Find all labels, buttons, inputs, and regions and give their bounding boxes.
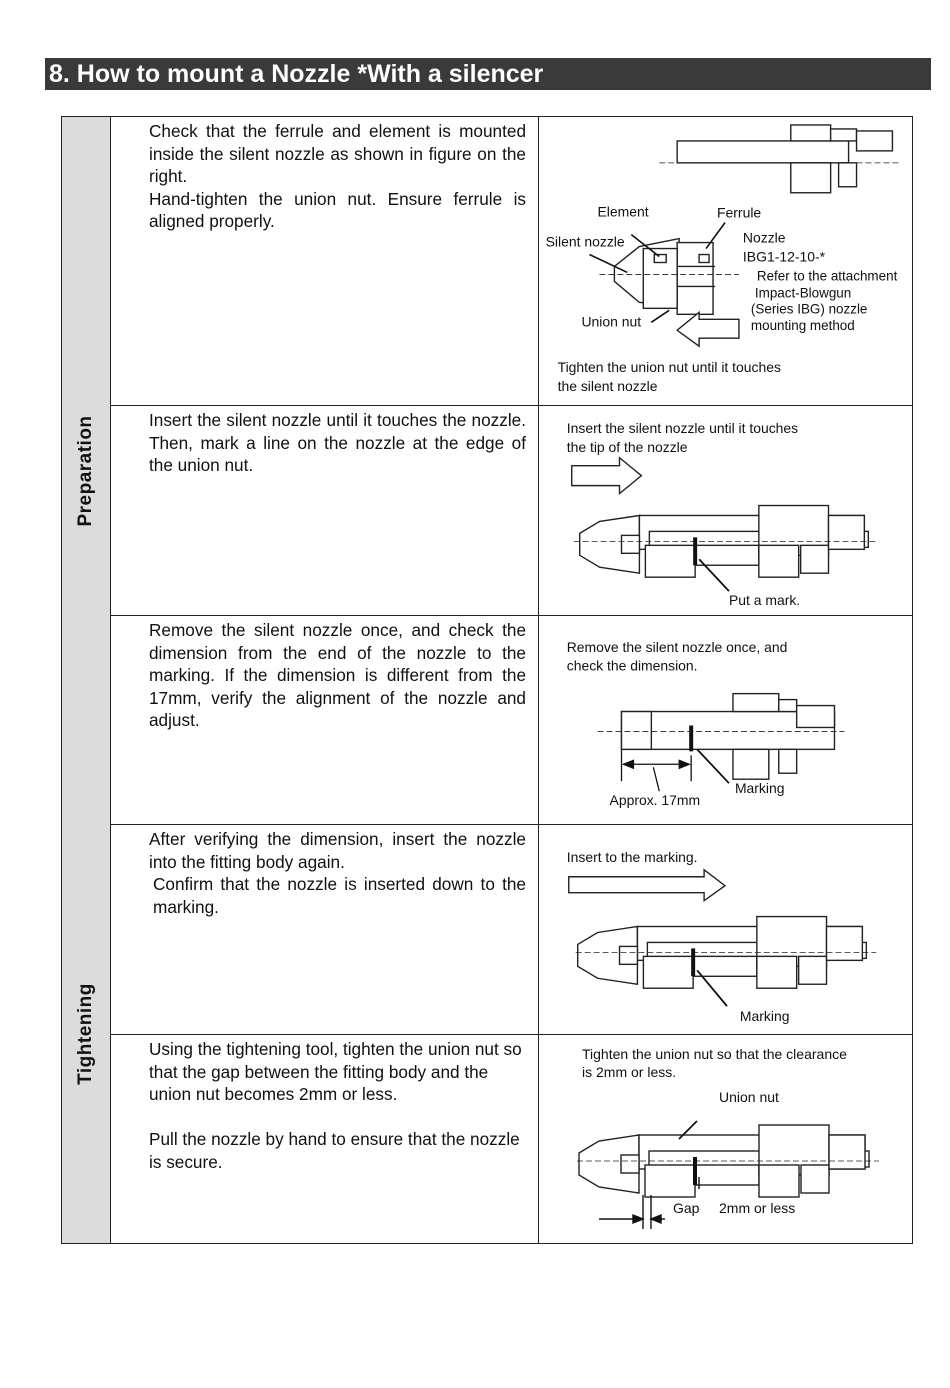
step-row-4 bbox=[111, 825, 913, 1035]
step-4-text-cell bbox=[111, 825, 539, 1034]
step-row-1 bbox=[111, 117, 913, 406]
step-1-diagram bbox=[539, 117, 913, 405]
step-2-instructions: Insert the silent nozzle until it touches the nozzle. Then, mark a line on the nozzle at the edge of the union nut. bbox=[149, 410, 526, 475]
step-2-text-cell bbox=[111, 406, 539, 615]
step-4-diagram bbox=[539, 825, 913, 1034]
label-element: Element bbox=[597, 203, 649, 220]
step-3-figure bbox=[539, 616, 913, 824]
step-row-5 bbox=[111, 1035, 913, 1243]
step-row-2 bbox=[111, 406, 913, 616]
step-4-caption-1: Insert to the marking. bbox=[566, 848, 698, 865]
label-marking: Marking bbox=[734, 780, 785, 797]
label-marking-2: Marking bbox=[739, 1008, 790, 1025]
step-5-figure bbox=[539, 1035, 913, 1243]
step-1-caption-2: the silent nozzle bbox=[557, 378, 658, 395]
step-1-caption-1: Tighten the union nut until it touches bbox=[557, 359, 782, 376]
step-3-caption-2: check the dimension. bbox=[566, 657, 698, 674]
label-refer-2: Impact-Blowgun bbox=[754, 285, 852, 301]
label-nozzle-model: IBG1-12-10-* bbox=[742, 248, 826, 265]
step-1-instructions: Check that the ferrule and element is mounted inside the silent nozzle as shown in figure on the right. Hand-tighten the union nut. Ensure ferrule is aligned properly. bbox=[149, 121, 526, 231]
step-5-diagram bbox=[539, 1035, 913, 1243]
step-1-figure bbox=[539, 117, 913, 405]
label-union-nut: Union nut bbox=[581, 313, 642, 330]
label-gap: Gap bbox=[673, 1200, 700, 1216]
step-3-caption-1: Remove the silent nozzle once, and bbox=[566, 638, 788, 655]
label-refer-1: Refer to the attachment bbox=[756, 268, 898, 284]
label-refer-3: (Series IBG) nozzle bbox=[750, 301, 868, 317]
step-3-instructions: Remove the silent nozzle once, and check the dimension from the end of the nozzle to the marking. If the dimension is different from the 17mm, verify the alignment of the nozzle and adjust. bbox=[149, 620, 526, 730]
step-4-instructions: After verifying the dimension, insert the nozzle into the fitting body again. Confirm that the nozzle is inserted down to the marking. bbox=[149, 829, 526, 917]
step-5-instructions: Using the tightening tool, tighten the union nut so that the gap between the fitting body and the union nut becomes 2mm or less. Pull the nozzle by hand to ensure that the nozzle is secure. bbox=[149, 1039, 522, 1172]
label-union-nut-2: Union nut bbox=[719, 1089, 779, 1105]
step-1-text-cell bbox=[111, 117, 539, 405]
step-row-3 bbox=[111, 616, 913, 825]
step-5-caption-2: is 2mm or less. bbox=[582, 1064, 677, 1080]
label-nozzle: Nozzle bbox=[742, 229, 786, 246]
label-silent-nozzle: Silent nozzle bbox=[545, 233, 625, 250]
label-ferrule: Ferrule bbox=[717, 204, 762, 221]
section-preparation bbox=[62, 117, 111, 825]
section-label-tightening: Tightening bbox=[75, 983, 96, 1085]
page-title: 8. How to mount a Nozzle *With a silencer bbox=[45, 58, 931, 90]
label-refer-4: mounting method bbox=[750, 318, 855, 334]
step-5-caption-1: Tighten the union nut so that the clearance bbox=[582, 1046, 847, 1062]
step-2-caption-2: the tip of the nozzle bbox=[566, 438, 688, 455]
step-3-text-cell bbox=[111, 616, 539, 824]
section-tightening bbox=[62, 825, 111, 1243]
label-gap-value: 2mm or less bbox=[719, 1200, 796, 1216]
section-label-preparation: Preparation bbox=[75, 415, 96, 527]
label-approx-17mm: Approx. 17mm bbox=[609, 792, 701, 809]
step-5-text-cell bbox=[111, 1035, 539, 1243]
instruction-table bbox=[61, 116, 913, 1244]
step-4-figure bbox=[539, 825, 913, 1034]
step-2-caption-1: Insert the silent nozzle until it touches bbox=[566, 419, 799, 436]
step-2-figure bbox=[539, 406, 913, 615]
step-2-diagram bbox=[539, 406, 913, 615]
label-put-a-mark: Put a mark. bbox=[728, 592, 801, 609]
step-3-diagram bbox=[539, 616, 913, 824]
